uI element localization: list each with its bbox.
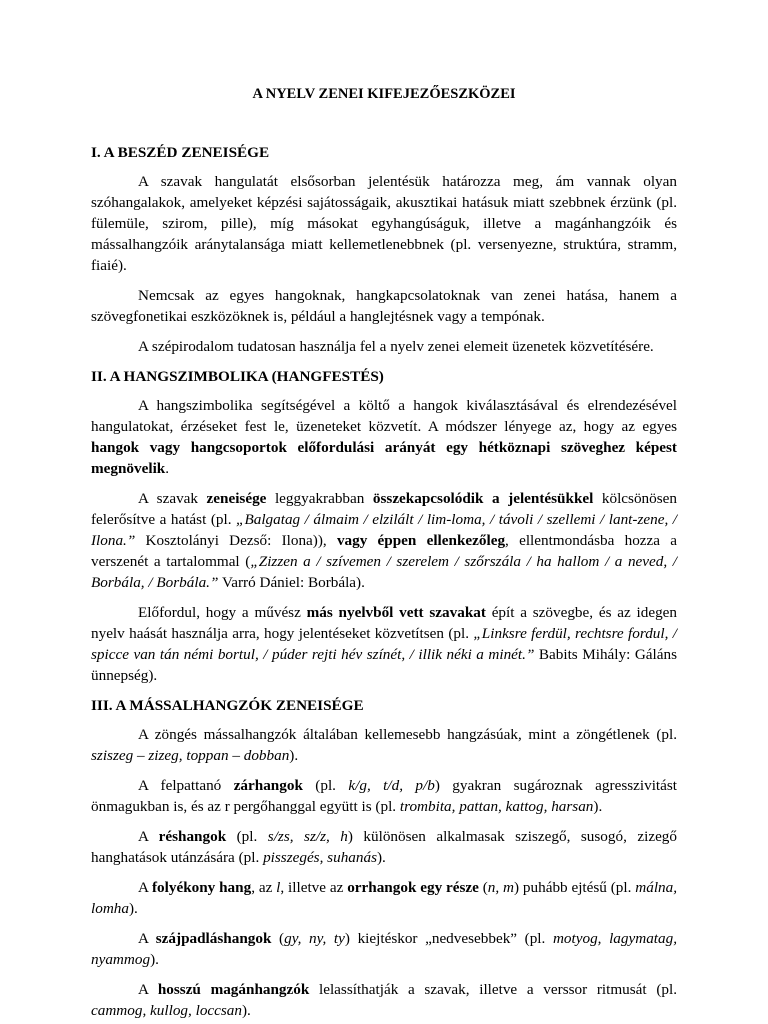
bold-text: szájpadláshangok <box>155 930 272 947</box>
bold-text: más nyelvből vett szavakat <box>306 604 486 621</box>
section-heading: II. A HANGSZIMBOLIKA (HANGFESTÉS) <box>91 368 384 385</box>
text-run: A <box>138 930 156 947</box>
text-run: ) kiejtéskor „nedvesebbek” (pl. <box>344 930 553 947</box>
text-run: ( <box>478 879 488 896</box>
italic-text: s/zs, sz/z, h <box>267 828 348 845</box>
italic-text: cammog, kullog, loccsan <box>91 1002 242 1019</box>
text-run: A hangszimbolika segítségével a költő a hangok kiválasztásával és elrendezésével hangulatokat, érzéseket fest le, üzeneteket közvetít. A módszer lényege az, hogy az egyes <box>91 397 677 435</box>
italic-text: trombita, pattan, kattog, harsan <box>399 798 594 815</box>
bold-text: hangok vagy hangcsoportok előfordulási arányát egy hétköznapi szöveghez képest megnövelik <box>91 439 677 477</box>
italic-text: n, m <box>487 879 515 896</box>
italic-text: l <box>276 879 281 896</box>
text-run: A <box>138 981 158 998</box>
paragraph <box>91 602 677 686</box>
text-run: ). <box>376 849 386 866</box>
italic-text: „Balgatag / álmaim / elzilált / lim-loma, / távoli / szellemi / lant-zene, / Ilona.” <box>91 511 677 549</box>
text-run: A <box>138 879 152 896</box>
paragraph <box>91 877 677 919</box>
text-run: kölcsönösen felerősítve a hatást (pl. <box>91 490 677 528</box>
text-run: A <box>138 828 159 845</box>
text-run: ). <box>242 1002 251 1019</box>
paragraph <box>91 724 677 766</box>
text-run: Előfordul, hogy a művész <box>138 604 307 621</box>
text-run: ( <box>271 930 285 947</box>
text-run: (pl. <box>302 777 349 794</box>
text-run: A zöngés mássalhangzók általában kellemesebb hangzásúak, mint a zöngétlenek (pl. <box>138 726 677 743</box>
text-run: A felpattanó <box>138 777 234 794</box>
text-run: ). <box>128 900 138 917</box>
bold-text: zárhangok <box>233 777 303 794</box>
italic-text: málna, lomha <box>91 879 678 917</box>
paragraph <box>91 928 677 970</box>
paragraph <box>91 395 677 479</box>
bold-text: orrhangok egy része <box>347 879 479 896</box>
paragraph <box>91 336 677 357</box>
italic-text: k/g, t/d, p/b <box>348 777 435 794</box>
bold-text: hosszú magánhangzók <box>157 981 310 998</box>
text-run: Kosztolányi Dezső: Ilona)), <box>135 532 337 549</box>
bold-text: összekapcsolódik a jelentésükkel <box>372 490 594 507</box>
italic-text: „Zizzen a / szívemen / szerelem / szőrszála / ha hallom / a neved, / Borbála, / Borbála.” <box>91 553 677 591</box>
italic-text: motyog, lagymatag, nyammog <box>91 930 678 968</box>
section-heading: I. A BESZÉD ZENEISÉGE <box>91 144 270 161</box>
paragraph <box>91 979 677 1021</box>
bold-text: réshangok <box>158 828 227 845</box>
paragraph <box>91 285 677 327</box>
text-run: . <box>165 460 170 477</box>
text-run: Nemcsak az egyes hangoknak, hangkapcsolatoknak van zenei hatása, hanem a szövegfonetikai eszközöknek is, például a hanglejtésnek vagy a tempónak. <box>91 287 677 325</box>
text-run: , ellentmondásba hozza a verszenét a tartalommal ( <box>91 532 678 570</box>
text-run: Varró Dániel: Borbála). <box>218 574 365 591</box>
document-body <box>91 142 677 1021</box>
text-run: ) különösen alkalmasak sziszegő, susogó, zizegő hanghatások utánzására (pl. <box>91 828 677 866</box>
paragraph <box>91 826 677 868</box>
paragraph <box>91 775 677 817</box>
document-title: A NYELV ZENEI KIFEJEZŐESZKÖZEI <box>252 86 516 102</box>
bold-text: folyékony hang <box>151 879 252 896</box>
bold-text: zeneisége <box>206 490 267 507</box>
text-run: lelassíthatják a szavak, illetve a verssor ritmusát (pl. <box>309 981 677 998</box>
text-run: épít a szövegbe, és az idegen nyelv haását használja arra, hogy jelentéseket közvetítsen (pl. <box>91 604 677 642</box>
text-run: ). <box>593 798 603 815</box>
text-run: A szépirodalom tudatosan használja fel a nyelv zenei elemeit üzenetek közvetítésére. <box>138 338 654 355</box>
italic-text: gy, ny, ty <box>284 930 345 947</box>
text-run: , az <box>251 879 277 896</box>
italic-text: „Linksre ferdül, rechtsre fordul, / spicce van tán némi bortul, / púder rejti hév színét, / illik néki a minét.” <box>91 625 677 663</box>
paragraph <box>91 171 677 276</box>
text-run: Babits Mihály: Gáláns ünnepség). <box>91 646 677 684</box>
text-run: ) puhább ejtésű (pl. <box>514 879 636 896</box>
text-run: ). <box>150 951 159 968</box>
bold-text: vagy éppen ellenkezőleg <box>336 532 506 549</box>
text-run: (pl. <box>226 828 268 845</box>
text-run: A szavak <box>138 490 207 507</box>
section-heading: III. A MÁSSALHANGZÓK ZENEISÉGE <box>91 697 364 714</box>
paragraph <box>91 488 677 593</box>
italic-text: sziszeg – zizeg, toppan – dobban <box>91 747 290 764</box>
text-run: ). <box>289 747 299 764</box>
text-run: ) gyakran sugároznak agresszivitást önmagukban is, és az r pergőhanggal együtt is (pl. <box>91 777 678 815</box>
text-run: A szavak hangulatát elsősorban jelentésük határozza meg, ám vannak olyan szóhangalakok, amelyeket képzési sajátosságaik, akusztikai hatásuk miatt szebbnek érzünk (pl. fülemüle, szirom, pille), míg másokat egyhangúságuk, illetve a magánhangzóik és mássalhangzóik aránytalansága miatt kellemetlenebbnek (pl. versenyezne, struktúra, stramm, fiaié). <box>91 173 677 274</box>
text-run: , illetve az <box>280 879 348 896</box>
text-run: leggyakrabban <box>266 490 373 507</box>
italic-text: pisszegés, suhanás <box>263 849 377 866</box>
